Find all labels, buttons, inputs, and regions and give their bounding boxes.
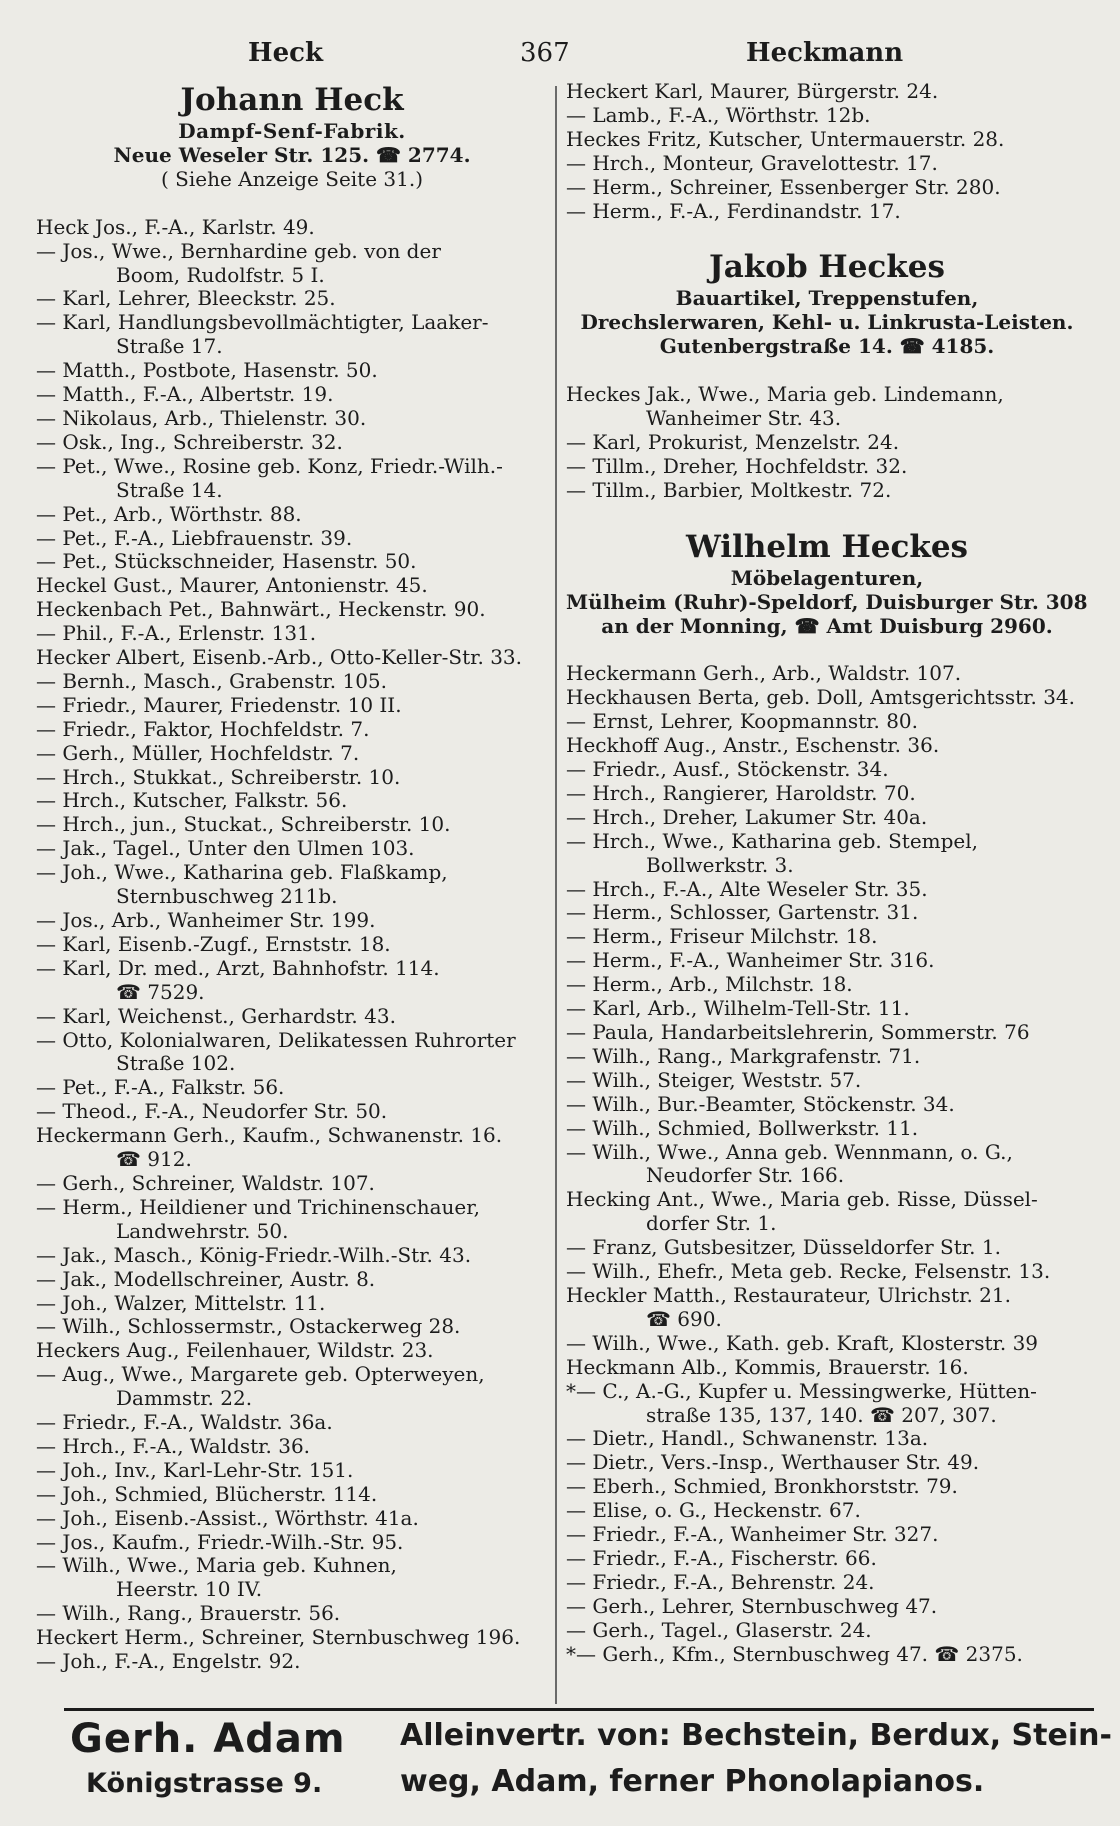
directory-entry: Wanheimer Str. 43.	[646, 406, 842, 431]
directory-entry: — Joh., Schmied, Blücherstr. 114.	[36, 1481, 378, 1506]
footer-rule	[64, 1708, 1094, 1711]
directory-entry: — Friedr., F.-A., Fischerstr. 66.	[566, 1545, 877, 1570]
advertisement-line: Mülheim (Ruhr)-Speldorf, Duisburger Str. 308	[566, 589, 1088, 614]
header-right-keyword: Heckmann	[746, 38, 904, 68]
directory-entry: Heckers Aug., Feilenhauer, Wildstr. 23.	[36, 1338, 434, 1363]
directory-entry: — Wilh., Bur.-Beamter, Stöckenstr. 34.	[566, 1091, 955, 1116]
directory-entry: — Herm., Arb., Milchstr. 18.	[566, 972, 853, 997]
directory-entry: — Karl, Weichenst., Gerhardstr. 43.	[36, 1003, 396, 1028]
directory-entry: Bollwerkstr. 3.	[646, 852, 794, 877]
directory-entry: Boom, Rudolfstr. 5 I.	[116, 262, 325, 287]
directory-entry: — Ernst, Lehrer, Koopmannstr. 80.	[566, 709, 919, 734]
directory-entry: — Franz, Gutsbesitzer, Düsseldorfer Str. 1.	[566, 1235, 1001, 1260]
directory-entry: — Friedr., F.-A., Wanheimer Str. 327.	[566, 1522, 939, 1547]
directory-entry: — Hrch., Kutscher, Falkstr. 56.	[36, 788, 348, 813]
directory-entry: Hecker Albert, Eisenb.-Arb., Otto-Keller-Str. 33.	[36, 645, 522, 670]
directory-entry: — Aug., Wwe., Margarete geb. Opterweyen,	[36, 1362, 485, 1387]
directory-entry: Heckler Matth., Restaurateur, Ulrichstr. 21.	[566, 1282, 1011, 1307]
directory-entry: — Pet., F.-A., Liebfrauenstr. 39.	[36, 525, 353, 550]
directory-entry: — Gerh., Lehrer, Sternbuschweg 47.	[566, 1593, 938, 1618]
directory-entry: — Eberh., Schmied, Bronkhorststr. 79.	[566, 1474, 958, 1499]
directory-entry: — Dietr., Vers.-Insp., Werthauser Str. 49.	[566, 1450, 980, 1475]
directory-entry: — Wilh., Schlossermstr., Ostackerweg 28.	[36, 1314, 461, 1339]
directory-entry: — Otto, Kolonialwaren, Delikatessen Ruhrorter	[36, 1027, 516, 1052]
directory-entry: *— Gerh., Kfm., Sternbuschweg 47. ☎ 2375.	[566, 1641, 1023, 1666]
directory-entry: Heckmann Alb., Kommis, Brauerstr. 16.	[566, 1354, 969, 1379]
directory-entry: — Tillm., Dreher, Hochfeldstr. 32.	[566, 453, 908, 478]
directory-entry: ☎ 690.	[646, 1306, 722, 1331]
directory-entry: Heckert Herm., Schreiner, Sternbuschweg 196.	[36, 1625, 521, 1650]
advertisement-line: Johann Heck	[180, 82, 404, 118]
page-number: 367	[520, 38, 570, 68]
directory-entry: Hecking Ant., Wwe., Maria geb. Risse, Düssel-	[566, 1187, 1038, 1212]
directory-entry: Heckermann Gerh., Arb., Waldstr. 107.	[566, 661, 962, 686]
directory-entry: dorfer Str. 1.	[646, 1211, 777, 1236]
directory-entry: Dammstr. 22.	[116, 1386, 253, 1411]
header-left-keyword: Heck	[248, 38, 323, 68]
directory-entry: — Herm., F.-A., Wanheimer Str. 316.	[566, 948, 935, 973]
directory-entry: — Gerh., Tagel., Glaserstr. 24.	[566, 1617, 872, 1642]
directory-entry: — Gerh., Schreiner, Waldstr. 107.	[36, 1170, 375, 1195]
directory-entry: — Jak., Masch., König-Friedr.-Wilh.-Str. 43.	[36, 1242, 472, 1267]
directory-entry: — Hrch., Rangierer, Haroldstr. 70.	[566, 780, 916, 805]
column-divider	[555, 86, 557, 1704]
advertisement-line: an der Monning, ☎ Amt Duisburg 2960.	[601, 613, 1053, 638]
directory-entry: — Nikolaus, Arb., Thielenstr. 30.	[36, 405, 367, 430]
directory-entry: — Joh., Inv., Karl-Lehr-Str. 151.	[36, 1457, 354, 1482]
footer-address: Königstrasse 9.	[86, 1768, 323, 1799]
directory-entry: — Pet., Stückschneider, Hasenstr. 50.	[36, 549, 417, 574]
directory-entry: — Hrch., Dreher, Lakumer Str. 40a.	[566, 804, 928, 829]
directory-entry: Neudorfer Str. 166.	[646, 1163, 845, 1188]
directory-entry: Landwehrstr. 50.	[116, 1218, 289, 1243]
directory-entry: — Karl, Arb., Wilhelm-Tell-Str. 11.	[566, 996, 910, 1021]
directory-entry: — Jos., Arb., Wanheimer Str. 199.	[36, 908, 376, 932]
directory-entry: — Karl, Dr. med., Arzt, Bahnhofstr. 114.	[36, 955, 440, 980]
directory-entry: ☎ 912.	[116, 1147, 192, 1172]
directory-entry: — Herm., F.-A., Ferdinandstr. 17.	[566, 198, 901, 223]
directory-entry: — Bernh., Masch., Grabenstr. 105.	[36, 668, 387, 693]
directory-entry: — Dietr., Handl., Schwanenstr. 13a.	[566, 1426, 929, 1451]
directory-entry: — Jak., Tagel., Unter den Ulmen 103.	[36, 836, 415, 861]
directory-entry: — Karl, Lehrer, Bleeckstr. 25.	[36, 286, 336, 311]
footer-company-name: Gerh. Adam	[70, 1716, 346, 1762]
directory-entry: — Karl, Handlungsbevollmächtigter, Laaker-	[36, 310, 489, 335]
left-column	[36, 80, 548, 1674]
directory-entry: Heckenbach Pet., Bahnwärt., Heckenstr. 90.	[36, 597, 486, 622]
directory-entry: Heckermann Gerh., Kaufm., Schwanenstr. 16.	[36, 1123, 503, 1148]
directory-entry: ☎ 7529.	[116, 979, 205, 1004]
directory-entry: — Wilh., Wwe., Maria geb. Kuhnen,	[36, 1553, 397, 1578]
spacer	[566, 638, 1088, 662]
directory-entry: Heckhausen Berta, geb. Doll, Amtsgerichtsstr. 34.	[566, 685, 1076, 710]
page-header	[0, 34, 1120, 74]
directory-entry: — Jak., Modellschreiner, Austr. 8.	[36, 1266, 376, 1291]
directory-entry: — Herm., Schreiner, Essenberger Str. 280.	[566, 174, 1001, 199]
directory-entry: — Karl, Eisenb.-Zugf., Ernststr. 18.	[36, 931, 391, 956]
directory-entry: — Hrch., F.-A., Alte Weseler Str. 35.	[566, 876, 928, 901]
directory-entry: Heckert Karl, Maurer, Bürgerstr. 24.	[566, 79, 939, 103]
directory-entry: Heckel Gust., Maurer, Antonienstr. 45.	[36, 573, 428, 598]
directory-entry: — Tillm., Barbier, Moltkestr. 72.	[566, 477, 892, 502]
directory-entry: — Wilh., Steiger, Weststr. 57.	[566, 1067, 862, 1092]
spacer	[36, 192, 548, 216]
directory-entry: Sternbuschweg 211b.	[116, 884, 338, 909]
directory-entry: ( Siehe Anzeige Seite 31.)	[160, 166, 424, 191]
footer-tagline-line1: Alleinvertr. von: Bechstein, Berdux, Stein-	[400, 1718, 1112, 1753]
directory-entry: Heckhoff Aug., Anstr., Eschenstr. 36.	[566, 733, 940, 758]
directory-entry: Heck Jos., F.-A., Karlstr. 49.	[36, 214, 315, 239]
directory-entry: — Friedr., F.-A., Behrenstr. 24.	[566, 1569, 875, 1594]
directory-entry: — Lamb., F.-A., Wörthstr. 12b.	[566, 102, 871, 127]
advertisement-line: Drechslerwaren, Kehl- u. Linkrusta-Leisten.	[580, 310, 1074, 335]
directory-entry: — Pet., Wwe., Rosine geb. Konz, Friedr.-Wilh.-	[36, 453, 503, 478]
directory-entry: — Matth., F.-A., Albertstr. 19.	[36, 382, 334, 407]
directory-entry: Heckes Fritz, Kutscher, Untermauerstr. 28.	[566, 126, 1005, 151]
directory-entry: — Friedr., Faktor, Hochfeldstr. 7.	[36, 716, 370, 741]
advertisement-line: Möbelagenturen,	[730, 565, 924, 590]
spacer	[566, 503, 1088, 527]
directory-entry: — Karl, Prokurist, Menzelstr. 24.	[566, 429, 900, 454]
directory-entry: — Wilh., Wwe., Kath. geb. Kraft, Klosterstr. 39	[566, 1330, 1039, 1355]
directory-entry: — Joh., F.-A., Engelstr. 92.	[36, 1649, 301, 1674]
directory-entry: — Wilh., Ehefr., Meta geb. Recke, Felsenstr. 13.	[566, 1259, 1051, 1284]
directory-entry: — Jos., Wwe., Bernhardine geb. von der	[36, 238, 441, 263]
directory-entry: — Elise, o. G., Heckenstr. 67.	[566, 1498, 861, 1523]
directory-entry: — Hrch., Monteur, Gravelottestr. 17.	[566, 150, 938, 175]
directory-entry: Heckes Jak., Wwe., Maria geb. Lindemann,	[566, 382, 1004, 407]
spacer	[566, 359, 1088, 383]
directory-entry: — Hrch., F.-A., Waldstr. 36.	[36, 1433, 311, 1458]
directory-entry: — Herm., Schlosser, Gartenstr. 31.	[566, 900, 919, 925]
directory-entry: — Gerh., Müller, Hochfeldstr. 7.	[36, 740, 360, 765]
footer-tagline-line2: weg, Adam, ferner Phonolapianos.	[400, 1764, 985, 1799]
spacer	[566, 223, 1088, 247]
right-column	[566, 80, 1088, 1666]
directory-entry: Straße 17.	[116, 334, 223, 359]
directory-entry: — Wilh., Schmied, Bollwerkstr. 11.	[566, 1115, 919, 1140]
footer-advertisement	[64, 1708, 1112, 1808]
directory-entry: — Friedr., Ausf., Stöckenstr. 34.	[566, 757, 889, 782]
directory-entry: *— C., A.-G., Kupfer u. Messingwerke, Hütten-	[566, 1378, 1037, 1403]
directory-entry: — Osk., Ing., Schreiberstr. 32.	[36, 429, 343, 454]
directory-entry: — Wilh., Rang., Markgrafenstr. 71.	[566, 1043, 921, 1068]
advertisement-line: Dampf-Senf-Fabrik.	[178, 119, 406, 143]
advertisement-line: Gutenbergstraße 14. ☎ 4185.	[659, 334, 995, 359]
directory-entry: — Wilh., Rang., Brauerstr. 56.	[36, 1601, 341, 1626]
directory-entry: straße 135, 137, 140. ☎ 207, 307.	[646, 1402, 997, 1427]
directory-entry: — Paula, Handarbeitslehrerin, Sommerstr. 76	[566, 1020, 1030, 1044]
directory-entry: — Joh., Wwe., Katharina geb. Flaßkamp,	[36, 860, 448, 885]
directory-entry: Straße 14.	[116, 477, 223, 502]
advertisement-line: Wilhelm Heckes	[686, 528, 968, 565]
directory-entry: — Theod., F.-A., Neudorfer Str. 50.	[36, 1099, 388, 1124]
directory-entry: — Phil., F.-A., Erlenstr. 131.	[36, 621, 317, 646]
directory-entry: — Joh., Eisenb.-Assist., Wörthstr. 41a.	[36, 1505, 419, 1530]
advertisement-line: Neue Weseler Str. 125. ☎ 2774.	[113, 142, 471, 167]
directory-entry: — Wilh., Wwe., Anna geb. Wennmann, o. G.,	[566, 1139, 1013, 1164]
directory-entry: — Jos., Kaufm., Friedr.-Wilh.-Str. 95.	[36, 1529, 404, 1554]
directory-entry: — Hrch., Wwe., Katharina geb. Stempel,	[566, 828, 979, 853]
directory-entry: — Hrch., Stukkat., Schreiberstr. 10.	[36, 764, 401, 789]
directory-entry: — Friedr., F.-A., Waldstr. 36a.	[36, 1410, 333, 1435]
directory-entry: — Hrch., jun., Stuckat., Schreiberstr. 10.	[36, 812, 451, 837]
directory-entry: Straße 102.	[116, 1051, 236, 1076]
directory-entry: Heerstr. 10 IV.	[116, 1577, 263, 1602]
directory-entry: — Friedr., Maurer, Friedenstr. 10 II.	[36, 692, 402, 717]
directory-entry: — Matth., Postbote, Hasenstr. 50.	[36, 358, 378, 383]
advertisement-line: Jakob Heckes	[709, 249, 945, 286]
directory-entry: — Pet., F.-A., Falkstr. 56.	[36, 1075, 285, 1100]
advertisement-line: Bauartikel, Treppenstufen,	[675, 286, 979, 311]
directory-entry: — Pet., Arb., Wörthstr. 88.	[36, 501, 302, 526]
directory-entry: — Herm., Heildiener und Trichinenschauer,	[36, 1194, 480, 1219]
directory-entry: — Herm., Friseur Milchstr. 18.	[566, 924, 878, 949]
directory-entry: — Joh., Walzer, Mittelstr. 11.	[36, 1290, 326, 1315]
